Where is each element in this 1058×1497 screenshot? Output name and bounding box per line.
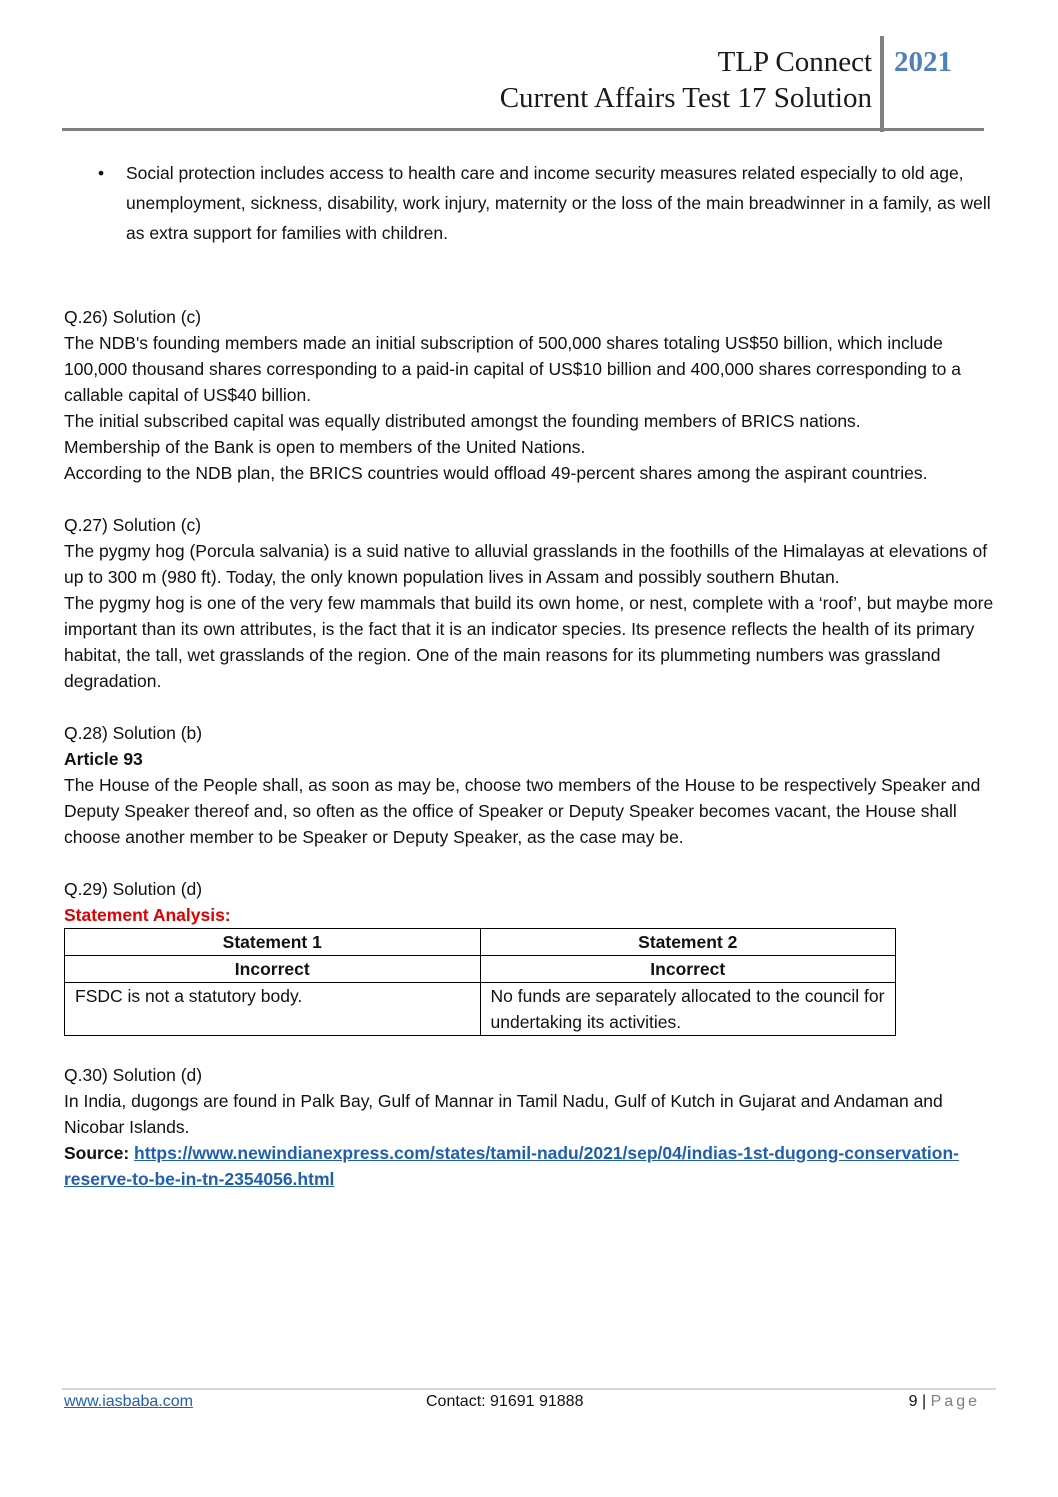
intro-bullet-text: Social protection includes access to health care and income security measures related especially to old age, unemployment, sickness, disability, work injury, maternity or the loss of the main breadwinner in a family, as well as extra support for families with children. <box>126 163 991 243</box>
page-footer <box>64 1393 980 1415</box>
statement-analysis-table <box>64 928 896 1036</box>
question-title: Q.28) Solution (b) <box>64 723 203 743</box>
source-line <box>64 1140 994 1192</box>
statement-analysis-heading: Statement Analysis: <box>64 905 231 925</box>
paragraph: The initial subscribed capital was equally distributed amongst the founding members of BRICS nations. <box>64 411 861 431</box>
paragraph: The NDB's founding members made an initial subscription of 500,000 shares totaling US$50 billion, which include 100,000 thousand shares corresponding to a paid-in capital of US$10 billion and 400,000 shares corresponding to a callable capital of US$40 billion. <box>64 333 962 405</box>
source-label: Source: <box>64 1143 135 1163</box>
table-verdict-cell: Incorrect <box>480 956 896 983</box>
paragraph: The pygmy hog is one of the very few mammals that build its own home, or nest, complete with a ‘roof’, but maybe more important than its own attributes, is the fact that it is an indicator species. Its presence reflects the health of its primary habitat, the tall, wet grasslands of the region. One of the main reasons for its plummeting numbers was grassland degradation. <box>64 593 994 691</box>
paragraph: The pygmy hog (Porcula salvania) is a suid native to alluvial grasslands in the foothills of the Himalayas at elevations of up to 300 m (980 ft). Today, the only known population lives in Assam and possibly southern Bhutan. <box>64 541 988 587</box>
paragraph: Membership of the Bank is open to members of the United Nations. <box>64 437 586 457</box>
website-link[interactable]: www.iasbaba.com <box>64 1393 193 1410</box>
header-year: 2021 <box>894 46 952 78</box>
page-content <box>64 158 994 1192</box>
page-number: 9 <box>908 1393 918 1410</box>
page-label: Page <box>930 1393 980 1410</box>
table-verdict-row <box>65 956 896 983</box>
paragraph: The House of the People shall, as soon as may be, choose two members of the House to be respectively Speaker and Deputy Speaker thereof and, so often as the office of Speaker or Deputy Speaker becomes vacant, the House shall choose another member to be Speaker or Deputy Speaker, as the case may be. <box>64 775 981 847</box>
table-row <box>65 983 896 1036</box>
paragraph: In India, dugongs are found in Palk Bay, Gulf of Mannar in Tamil Nadu, Gulf of Kutch in Gujarat and Andaman and Nicobar Islands. <box>64 1091 943 1137</box>
footer-divider <box>62 1388 996 1390</box>
contact-info: Contact: 91691 91888 <box>426 1393 584 1410</box>
question-title: Q.30) Solution (d) <box>64 1065 203 1085</box>
intro-bullet <box>64 158 994 248</box>
header-titles <box>500 44 872 116</box>
source-link[interactable]: https://www.newindianexpress.com/states/tamil-nadu/2021/sep/04/indias-1st-dugong-conservation-reserve-to-be-in-tn-2354056.html <box>64 1143 959 1189</box>
table-header-cell: Statement 2 <box>480 929 896 956</box>
table-cell: No funds are separately allocated to the council for undertaking its activities. <box>480 983 896 1036</box>
header-vertical-divider <box>880 36 884 132</box>
table-header-cell: Statement 1 <box>65 929 481 956</box>
article-heading: Article 93 <box>64 749 143 769</box>
header-subtitle: Current Affairs Test 17 Solution <box>499 82 872 114</box>
bullet-icon: • <box>98 163 105 183</box>
paragraph: According to the NDB plan, the BRICS countries would offload 49-percent shares among the aspirant countries. <box>64 463 928 483</box>
question-title: Q.29) Solution (d) <box>64 879 203 899</box>
page-separator: | <box>917 1393 931 1410</box>
page-indicator <box>909 1393 980 1411</box>
question-30 <box>64 1062 994 1192</box>
table-cell: FSDC is not a statutory body. <box>65 983 481 1036</box>
header-horizontal-divider <box>62 128 984 131</box>
question-26 <box>64 304 994 486</box>
question-28 <box>64 720 994 850</box>
header-title: TLP Connect <box>717 46 872 78</box>
page-header <box>62 36 984 132</box>
question-27 <box>64 512 994 694</box>
table-header-row <box>65 929 896 956</box>
table-verdict-cell: Incorrect <box>65 956 481 983</box>
question-title: Q.27) Solution (c) <box>64 515 202 535</box>
question-29 <box>64 876 994 1036</box>
question-title: Q.26) Solution (c) <box>64 307 202 327</box>
